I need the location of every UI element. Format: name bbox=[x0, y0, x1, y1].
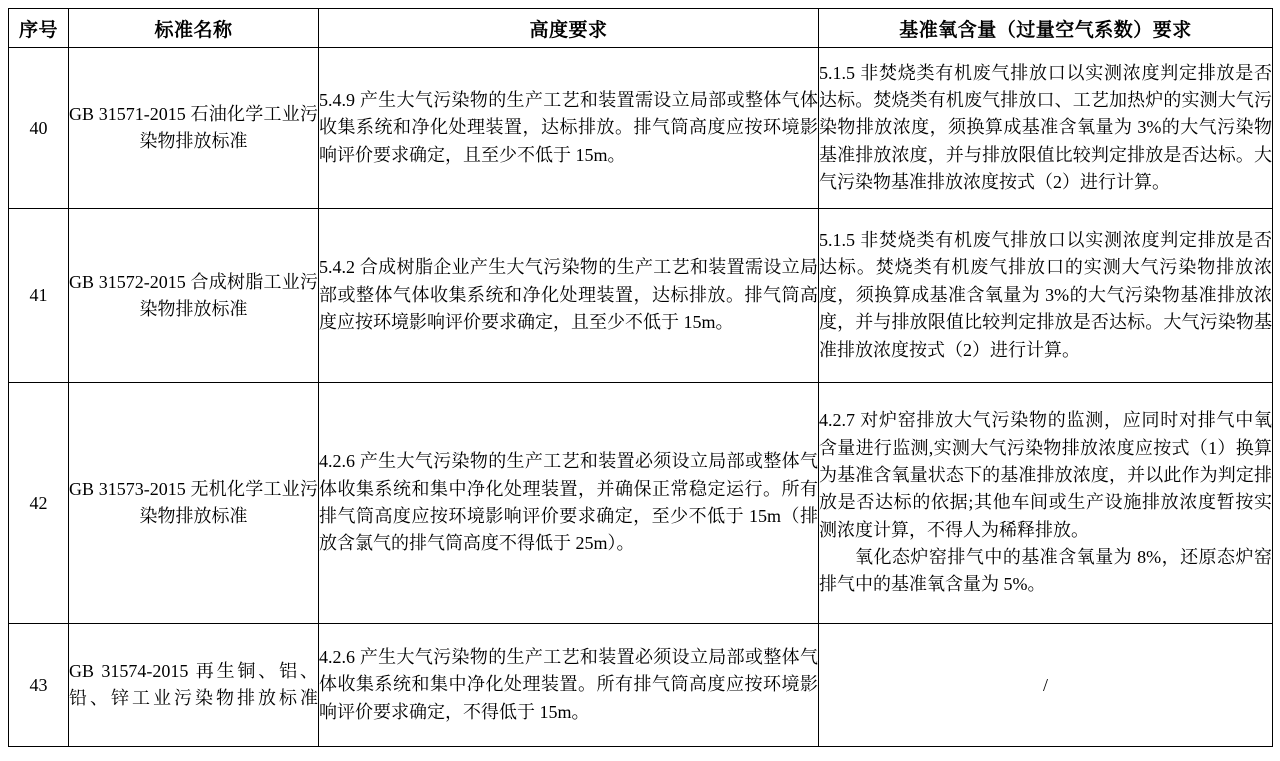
column-header-no: 序号 bbox=[9, 9, 69, 48]
standard-name: GB 31573-2015 无机化学工业污染物排放标准 bbox=[69, 383, 319, 624]
table-row bbox=[9, 624, 1273, 747]
oxygen-requirement: 5.1.5 非焚烧类有机废气排放口以实测浓度判定排放是否达标。焚烧类有机废气排放口的实测大气污染物排放浓度，须换算成基准含氧量为 3%的大气污染物基准排放浓度，并与排放限值比较判定排放是否达标。大气污染物基准排放浓度按式（2）进行计算。 bbox=[819, 209, 1273, 383]
oxygen-requirement: / bbox=[819, 624, 1273, 747]
standard-name: GB 31572-2015 合成树脂工业污染物排放标准 bbox=[69, 209, 319, 383]
table-body bbox=[9, 48, 1273, 747]
height-requirement: 4.2.6 产生大气污染物的生产工艺和装置必须设立局部或整体气体收集系统和集中净化处理装置。所有排气筒高度应按环境影响评价要求确定，不得低于 15m。 bbox=[319, 624, 819, 747]
table-header bbox=[9, 9, 1273, 48]
oxygen-requirement-paragraph-1: 4.2.7 对炉窑排放大气污染物的监测，应同时对排气中氧含量进行监测,实测大气污染物排放浓度应按式（1）换算为基准含氧量状态下的基准排放浓度，并以此作为判定排放是否达标的依据;其他车间或生产设施排放浓度暂按实测浓度计算，不得人为稀释排放。 bbox=[819, 410, 1272, 540]
row-number: 41 bbox=[9, 209, 69, 383]
column-header-height-requirement: 高度要求 bbox=[319, 9, 819, 48]
table-row bbox=[9, 383, 1273, 624]
standard-name: GB 31571-2015 石油化学工业污染物排放标准 bbox=[69, 48, 319, 209]
oxygen-requirement bbox=[819, 383, 1273, 624]
oxygen-requirement: 5.1.5 非焚烧类有机废气排放口以实测浓度判定排放是否达标。焚烧类有机废气排放口、工艺加热炉的实测大气污染物排放浓度，须换算成基准含氧量为 3%的大气污染物基准排放浓度，并与排放限值比较判定排放是否达标。大气污染物基准排放浓度按式（2）进行计算。 bbox=[819, 48, 1273, 209]
oxygen-requirement-paragraph-2: 氧化态炉窑排气中的基准含氧量为 8%，还原态炉窑排气中的基准氧含量为 5%。 bbox=[819, 547, 1272, 595]
row-number: 43 bbox=[9, 624, 69, 747]
standard-name: GB 31574-2015 再生铜、铝、铅、锌工业污染物排放标准 bbox=[69, 624, 319, 747]
standards-table bbox=[8, 8, 1273, 747]
height-requirement: 5.4.2 合成树脂企业产生大气污染物的生产工艺和装置需设立局部或整体气体收集系统和净化处理装置，达标排放。排气筒高度应按环境影响评价要求确定，且至少不低于 15m。 bbox=[319, 209, 819, 383]
height-requirement: 4.2.6 产生大气污染物的生产工艺和装置必须设立局部或整体气体收集系统和集中净化处理装置，并确保正常稳定运行。所有排气筒高度应按环境影响评价要求确定，至少不低于 15m（排放含氯气的排气筒高度不得低于 25m）。 bbox=[319, 383, 819, 624]
table-row bbox=[9, 48, 1273, 209]
table-header-row bbox=[9, 9, 1273, 48]
column-header-oxygen-requirement: 基准氧含量（过量空气系数）要求 bbox=[819, 9, 1273, 48]
row-number: 42 bbox=[9, 383, 69, 624]
column-header-standard-name: 标准名称 bbox=[69, 9, 319, 48]
height-requirement: 5.4.9 产生大气污染物的生产工艺和装置需设立局部或整体气体收集系统和净化处理装置，达标排放。排气筒高度应按环境影响评价要求确定，且至少不低于 15m。 bbox=[319, 48, 819, 209]
table-row bbox=[9, 209, 1273, 383]
row-number: 40 bbox=[9, 48, 69, 209]
